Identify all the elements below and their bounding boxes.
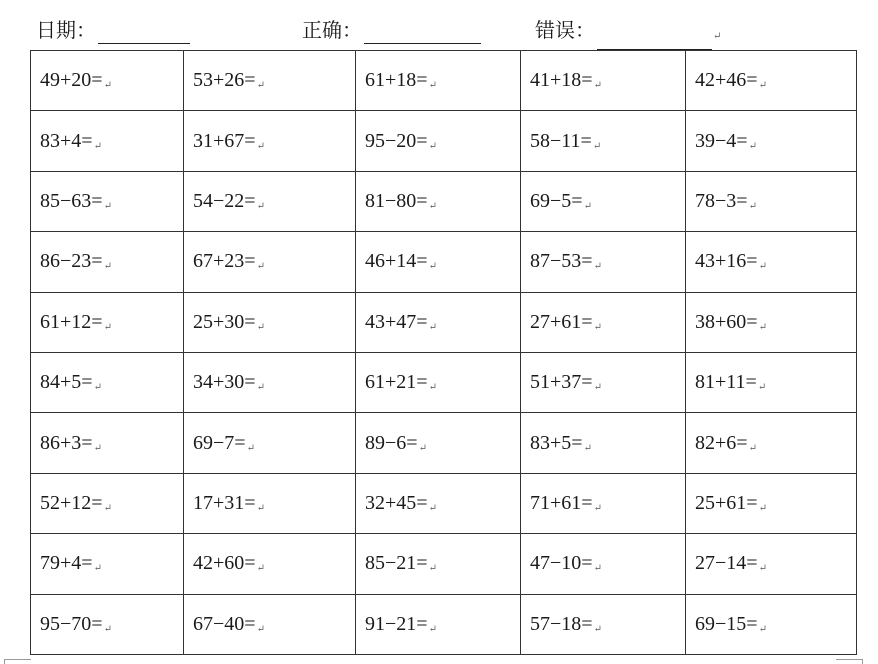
paragraph-mark: ↵ bbox=[758, 563, 767, 575]
problem-cell[interactable] bbox=[686, 111, 857, 171]
problem-cell[interactable] bbox=[184, 534, 356, 594]
paragraph-mark: ↵ bbox=[93, 382, 102, 394]
problem-text: 95−20= bbox=[365, 129, 428, 152]
paragraph-mark: ↵ bbox=[256, 200, 265, 212]
table-row bbox=[31, 473, 857, 533]
problem-cell[interactable] bbox=[356, 292, 521, 352]
worksheet-header bbox=[0, 0, 878, 48]
problem-text: 69−7= bbox=[193, 431, 246, 454]
paragraph-mark: ↵ bbox=[103, 261, 112, 273]
problem-text: 51+37= bbox=[530, 371, 593, 394]
problem-cell[interactable] bbox=[356, 534, 521, 594]
problem-text: 54−22= bbox=[193, 189, 256, 212]
problem-cell[interactable] bbox=[521, 232, 686, 292]
correct-label: 正确： bbox=[302, 20, 362, 42]
problem-cell[interactable] bbox=[31, 473, 184, 533]
problem-cell[interactable] bbox=[521, 413, 686, 473]
problem-text: 83+4= bbox=[40, 129, 93, 152]
problem-text: 31+67= bbox=[193, 129, 256, 152]
problem-cell[interactable] bbox=[184, 473, 356, 533]
table-row bbox=[31, 292, 857, 352]
table-row bbox=[31, 413, 857, 473]
problem-cell[interactable] bbox=[356, 171, 521, 231]
problem-cell[interactable] bbox=[31, 594, 184, 654]
paragraph-mark: ↵ bbox=[758, 80, 767, 92]
paragraph-mark: ↵ bbox=[256, 502, 265, 514]
paragraph-mark: ↵ bbox=[103, 321, 112, 333]
problem-text: 61+21= bbox=[365, 371, 428, 394]
paragraph-mark: ↵ bbox=[593, 502, 602, 514]
paragraph-mark: ↵ bbox=[593, 80, 602, 92]
wrong-field bbox=[535, 18, 721, 50]
date-blank-line[interactable] bbox=[98, 21, 190, 44]
problem-cell[interactable] bbox=[356, 473, 521, 533]
problem-text: 32+45= bbox=[365, 491, 428, 514]
problem-cell[interactable] bbox=[31, 171, 184, 231]
problem-text: 86+3= bbox=[40, 431, 93, 454]
problem-text: 69−5= bbox=[530, 189, 583, 212]
problem-cell[interactable] bbox=[184, 594, 356, 654]
problem-cell[interactable] bbox=[686, 292, 857, 352]
problem-cell[interactable] bbox=[356, 413, 521, 473]
problem-text: 34+30= bbox=[193, 371, 256, 394]
table-row bbox=[31, 594, 857, 654]
paragraph-mark: ↵ bbox=[428, 502, 437, 514]
paragraph-mark: ↵ bbox=[103, 623, 112, 635]
paragraph-mark: ↵ bbox=[758, 321, 767, 333]
problem-cell[interactable] bbox=[356, 352, 521, 412]
problem-cell[interactable] bbox=[31, 413, 184, 473]
paragraph-mark: ↵ bbox=[103, 502, 112, 514]
table-row bbox=[31, 111, 857, 171]
problem-cell[interactable] bbox=[31, 111, 184, 171]
problem-text: 95−70= bbox=[40, 612, 103, 635]
problem-cell[interactable] bbox=[521, 171, 686, 231]
problem-text: 91−21= bbox=[365, 612, 428, 635]
problem-cell[interactable] bbox=[686, 352, 857, 412]
problem-text: 25+30= bbox=[193, 310, 256, 333]
problem-text: 67+23= bbox=[193, 250, 256, 273]
paragraph-mark: ↵ bbox=[103, 200, 112, 212]
paragraph-mark: ↵ bbox=[428, 321, 437, 333]
problem-cell[interactable] bbox=[521, 111, 686, 171]
paragraph-mark: ↵ bbox=[93, 563, 102, 575]
paragraph-mark: ↵ bbox=[757, 382, 767, 394]
paragraph-mark: ↵ bbox=[748, 200, 757, 212]
problem-cell[interactable] bbox=[31, 292, 184, 352]
paragraph-mark: ↵ bbox=[428, 382, 437, 394]
problem-text: 47−10= bbox=[530, 552, 593, 575]
problem-text: 25+61= bbox=[695, 491, 758, 514]
paragraph-mark: ↵ bbox=[592, 140, 602, 152]
paragraph-mark: ↵ bbox=[593, 261, 602, 273]
problem-text: 81−80= bbox=[365, 189, 428, 212]
paragraph-mark: ↵ bbox=[256, 563, 265, 575]
paragraph-mark: ↵ bbox=[428, 261, 437, 273]
table-row bbox=[31, 51, 857, 111]
problem-text: 57−18= bbox=[530, 612, 593, 635]
problem-text: 39−4= bbox=[695, 129, 748, 152]
problem-cell[interactable] bbox=[356, 111, 521, 171]
paragraph-mark: ↵ bbox=[428, 200, 437, 212]
problem-cell[interactable] bbox=[31, 352, 184, 412]
wrong-label: 错误： bbox=[535, 20, 595, 42]
problem-text: 79+4= bbox=[40, 552, 93, 575]
paragraph-mark: ↵ bbox=[256, 321, 265, 333]
paragraph-mark: ↵ bbox=[256, 261, 265, 273]
problem-text: 38+60= bbox=[695, 310, 758, 333]
problem-text: 71+61= bbox=[530, 491, 593, 514]
date-field bbox=[36, 18, 190, 44]
problem-text: 17+31= bbox=[193, 491, 256, 514]
problem-cell[interactable] bbox=[521, 534, 686, 594]
problem-text: 27−14= bbox=[695, 552, 758, 575]
problem-text: 82+6= bbox=[695, 431, 748, 454]
problem-cell[interactable] bbox=[31, 232, 184, 292]
problem-cell[interactable] bbox=[356, 594, 521, 654]
problem-cell[interactable] bbox=[184, 352, 356, 412]
problem-text: 42+46= bbox=[695, 69, 758, 92]
problem-table bbox=[30, 50, 857, 655]
paragraph-mark: ↵ bbox=[593, 321, 602, 333]
table-row bbox=[31, 232, 857, 292]
problem-text: 89−6= bbox=[365, 431, 418, 454]
problem-cell[interactable] bbox=[184, 171, 356, 231]
problem-cell[interactable] bbox=[184, 111, 356, 171]
paragraph-mark: ↵ bbox=[713, 31, 722, 42]
wrong-blank-line[interactable] bbox=[597, 27, 712, 50]
paragraph-mark: ↵ bbox=[593, 623, 602, 635]
problem-cell[interactable] bbox=[686, 473, 857, 533]
problem-cell[interactable] bbox=[521, 51, 686, 111]
problem-text: 43+47= bbox=[365, 310, 428, 333]
problem-text: 43+16= bbox=[695, 250, 758, 273]
problem-cell[interactable] bbox=[31, 534, 184, 594]
problem-text: 42+60= bbox=[193, 552, 256, 575]
problem-cell[interactable] bbox=[686, 413, 857, 473]
paragraph-mark: ↵ bbox=[758, 623, 767, 635]
paragraph-mark: ↵ bbox=[593, 382, 602, 394]
problem-table-body bbox=[31, 51, 857, 655]
problem-text: 49+20= bbox=[40, 69, 103, 92]
paragraph-mark: ↵ bbox=[428, 140, 437, 152]
problem-text: 81+11= bbox=[695, 371, 757, 394]
paragraph-mark: ↵ bbox=[758, 261, 767, 273]
problem-cell[interactable] bbox=[521, 473, 686, 533]
problem-text: 41+18= bbox=[530, 69, 593, 92]
problem-text: 83+5= bbox=[530, 431, 583, 454]
paragraph-mark: ↵ bbox=[256, 140, 265, 152]
problem-cell[interactable] bbox=[521, 352, 686, 412]
problem-cell[interactable] bbox=[686, 51, 857, 111]
paragraph-mark: ↵ bbox=[428, 563, 437, 575]
problem-text: 53+26= bbox=[193, 69, 256, 92]
problem-cell[interactable] bbox=[184, 292, 356, 352]
table-row bbox=[31, 534, 857, 594]
paragraph-mark: ↵ bbox=[103, 80, 112, 92]
problem-cell[interactable] bbox=[184, 51, 356, 111]
paragraph-mark: ↵ bbox=[256, 623, 265, 635]
problem-cell[interactable] bbox=[184, 413, 356, 473]
problem-text: 61+18= bbox=[365, 69, 428, 92]
paragraph-mark: ↵ bbox=[593, 563, 602, 575]
problem-cell[interactable] bbox=[356, 232, 521, 292]
problem-text: 52+12= bbox=[40, 491, 103, 514]
correct-field bbox=[302, 18, 481, 44]
table-row bbox=[31, 352, 857, 412]
paragraph-mark: ↵ bbox=[246, 442, 255, 454]
paragraph-mark: ↵ bbox=[583, 200, 592, 212]
correct-blank-line[interactable] bbox=[364, 21, 481, 44]
problem-cell[interactable] bbox=[686, 594, 857, 654]
problem-text: 85−21= bbox=[365, 552, 428, 575]
paragraph-mark: ↵ bbox=[256, 382, 265, 394]
problem-text: 86−23= bbox=[40, 250, 103, 273]
problem-text: 61+12= bbox=[40, 310, 103, 333]
paragraph-mark: ↵ bbox=[256, 80, 265, 92]
table-row bbox=[31, 171, 857, 231]
problem-text: 46+14= bbox=[365, 250, 428, 273]
paragraph-mark: ↵ bbox=[428, 623, 437, 635]
paragraph-mark: ↵ bbox=[428, 80, 437, 92]
problem-text: 78−3= bbox=[695, 189, 748, 212]
problem-text: 58−11= bbox=[530, 129, 592, 152]
page-corner-mark-left bbox=[4, 659, 31, 664]
problem-text: 85−63= bbox=[40, 189, 103, 212]
page-corner-mark-right bbox=[836, 659, 863, 664]
problem-cell[interactable] bbox=[31, 51, 184, 111]
problem-cell[interactable] bbox=[184, 232, 356, 292]
problem-cell[interactable] bbox=[521, 594, 686, 654]
problem-text: 84+5= bbox=[40, 371, 93, 394]
paragraph-mark: ↵ bbox=[93, 442, 102, 454]
problem-cell[interactable] bbox=[686, 232, 857, 292]
problem-cell[interactable] bbox=[686, 534, 857, 594]
date-label: 日期： bbox=[36, 20, 96, 42]
paragraph-mark: ↵ bbox=[748, 442, 757, 454]
problem-cell[interactable] bbox=[356, 51, 521, 111]
paragraph-mark: ↵ bbox=[418, 442, 427, 454]
paragraph-mark: ↵ bbox=[93, 140, 102, 152]
problem-text: 67−40= bbox=[193, 612, 256, 635]
paragraph-mark: ↵ bbox=[758, 502, 767, 514]
problem-cell[interactable] bbox=[521, 292, 686, 352]
paragraph-mark: ↵ bbox=[748, 140, 757, 152]
problem-text: 87−53= bbox=[530, 250, 593, 273]
problem-cell[interactable] bbox=[686, 171, 857, 231]
problem-text: 27+61= bbox=[530, 310, 593, 333]
paragraph-mark: ↵ bbox=[583, 442, 592, 454]
problem-text: 69−15= bbox=[695, 612, 758, 635]
